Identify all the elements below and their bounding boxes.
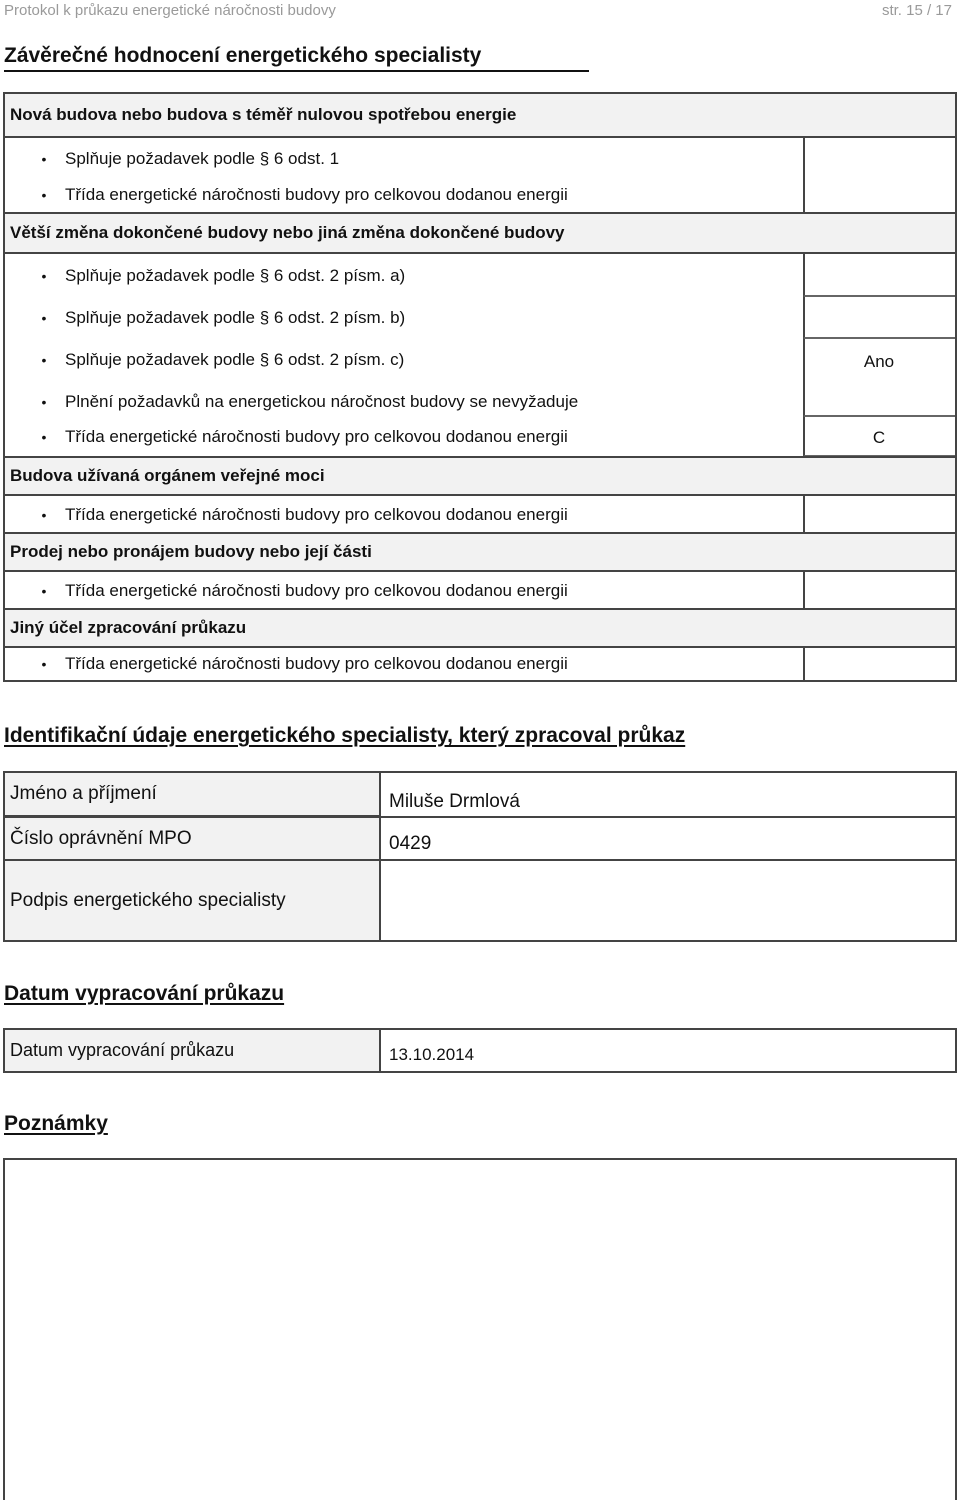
group-title: Nová budova nebo budova s téměř nulovou spotřebou energie <box>10 105 517 124</box>
bullet-icon: • <box>41 310 47 326</box>
group-title: Větší změna dokončené budovy nebo jiná změna dokončené budovy <box>10 223 565 242</box>
group-major-change <box>5 212 955 254</box>
group-other-purpose <box>5 608 955 648</box>
group-sale-rent <box>5 532 955 572</box>
date-table <box>3 1028 957 1073</box>
evaluation-heading: Závěrečné hodnocení energetického specialisty <box>4 44 482 67</box>
page-header <box>4 0 956 20</box>
list-item: • Třída energetické náročnosti budovy pro celkovou dodanou energii <box>5 572 955 610</box>
mpo-value: 0429 <box>389 833 432 854</box>
list-item: • Třída energetické náročnosti budovy pro celkovou dodanou energii <box>5 646 955 682</box>
list-item: • Plnění požadavků na energetickou náročnost budovy se nevyžaduje <box>5 382 955 422</box>
date-label: Datum vypracování průkazu <box>5 1030 381 1071</box>
bullet-icon: • <box>41 583 47 599</box>
bullet-icon: • <box>41 187 47 203</box>
list-item: • Třída energetické náročnosti budovy pro celkovou dodanou energii <box>5 176 955 214</box>
mpo-label: Číslo oprávnění MPO <box>5 818 381 859</box>
group-title: Prodej nebo pronájem budovy nebo její části <box>10 542 372 561</box>
bullet-icon: • <box>41 151 47 167</box>
document-title: Protokol k průkazu energetické náročnosti budovy <box>4 1 336 19</box>
signature-label: Podpis energetického specialisty <box>5 861 381 940</box>
value-ano: Ano <box>863 352 895 371</box>
notes-box <box>3 1158 957 1500</box>
evaluation-table <box>3 92 957 682</box>
date-heading: Datum vypracování průkazu <box>4 982 285 1005</box>
group-public-authority <box>5 456 955 496</box>
notes-heading: Poznámky <box>4 1112 108 1135</box>
list-item: • Splňuje požadavek podle § 6 odst. 2 písm. c) <box>5 340 955 380</box>
name-value: Miluše Drmlová <box>389 791 520 812</box>
list-item: • Splňuje požadavek podle § 6 odst. 1 <box>5 140 955 178</box>
list-item: • Splňuje požadavek podle § 6 odst. 2 písm. a) <box>5 256 955 296</box>
name-label: Jméno a příjmení <box>5 773 381 817</box>
page-number: str. 15 / 17 <box>881 1 952 19</box>
group-title: Budova užívaná orgánem veřejné moci <box>10 466 325 485</box>
value-class: C <box>872 428 886 447</box>
specialist-table <box>3 771 957 942</box>
list-item: • Třída energetické náročnosti budovy pro celkovou dodanou energii <box>5 418 955 456</box>
group-title: Jiný účel zpracování průkazu <box>10 618 247 637</box>
list-item: • Třída energetické náročnosti budovy pro celkovou dodanou energii <box>5 496 955 534</box>
bullet-icon: • <box>41 429 47 445</box>
group-new-building <box>5 94 955 138</box>
bullet-icon: • <box>41 656 47 672</box>
date-value: 13.10.2014 <box>389 1045 475 1064</box>
bullet-icon: • <box>41 507 47 523</box>
list-item: • Splňuje požadavek podle § 6 odst. 2 písm. b) <box>5 298 955 338</box>
evaluation-heading-underline <box>4 70 589 72</box>
bullet-icon: • <box>41 268 47 284</box>
bullet-icon: • <box>41 352 47 368</box>
specialist-heading: Identifikační údaje energetického specialisty, který zpracoval průkaz <box>4 724 686 747</box>
signature-field <box>383 861 955 940</box>
bullet-icon: • <box>41 394 47 410</box>
